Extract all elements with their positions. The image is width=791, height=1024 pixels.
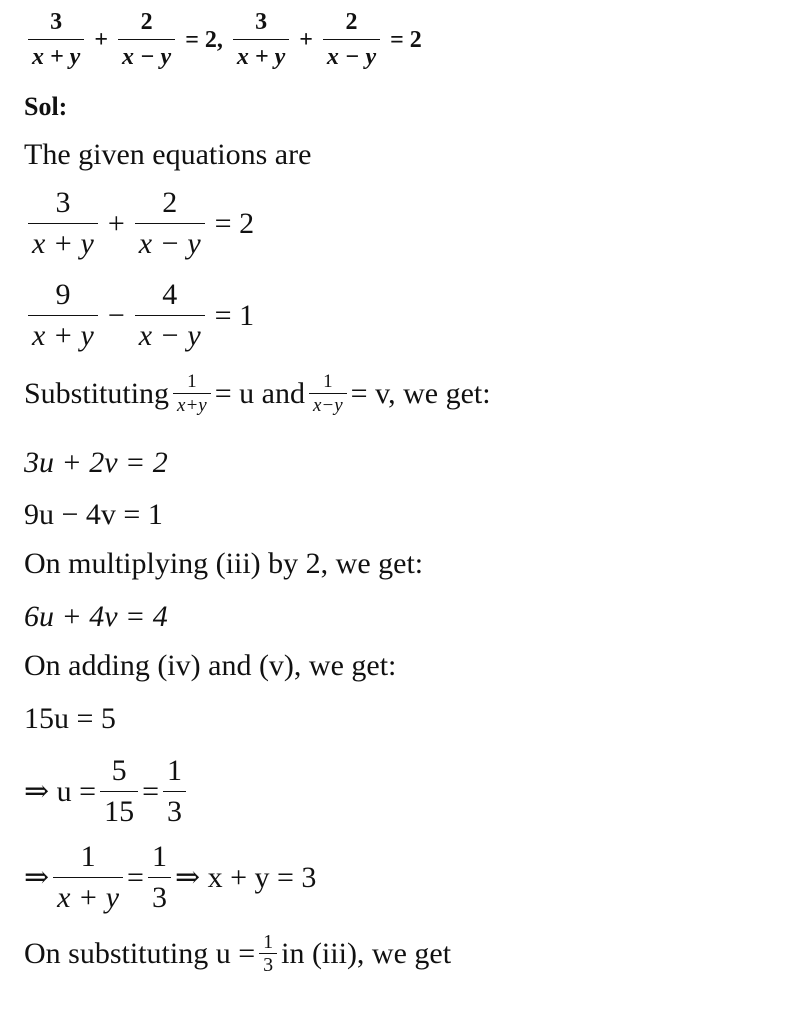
- fraction: $\frac{3}{x + y}$: [28, 10, 84, 69]
- equation-5: 6u + 4v = 4: [24, 600, 168, 633]
- substitution-line: Substituting $\frac{1}{x+y}$ = u and $\frac{1}{x-y}$ = v, we get:: [24, 371, 491, 416]
- equation-1: $\frac{3}{x + y}$ + $\frac{2}{x - y}$ = 2: [24, 188, 260, 259]
- fraction: $\frac{1}{x+y}$: [173, 372, 211, 415]
- fraction: $\frac{1}{3}$: [148, 842, 171, 913]
- solution-label: Sol:: [24, 92, 68, 121]
- equation-6: 15u = 5: [24, 702, 116, 735]
- intro-text: The given equations are: [24, 138, 312, 171]
- equation-4: 9u − 4v = 1: [24, 498, 163, 531]
- fraction: $\frac{2}{x - y}$: [118, 10, 175, 69]
- final-step: On substituting u = $\frac{1}{3}$ in (iii), we get: [24, 931, 452, 976]
- fraction: $\frac{3}{x + y}$: [233, 10, 289, 69]
- fraction: $\frac{1}{3}$: [259, 932, 277, 975]
- equation-8: ⇒ $\frac{1}{x + y}$ = $\frac{1}{3}$ ⇒ x + y = 3: [24, 840, 317, 914]
- fraction: $\frac{1}{3}$: [163, 756, 186, 827]
- step-multiply: On multiplying (iii) by 2, we get:: [24, 547, 424, 580]
- fraction: $\frac{1}{x-y}$: [309, 372, 347, 415]
- fraction: $\frac{5}{15}$: [100, 756, 138, 827]
- fraction: $\frac{1}{x + y}$: [53, 842, 123, 913]
- problem-statement: $\frac{3}{x + y}$ + $\frac{2}{x - y}$ = 2, $\frac{3}{x + y}$ + $\frac{2}{x - y}$ = 2: [24, 10, 428, 69]
- equation-3: 3u + 2v = 2: [24, 446, 168, 479]
- equation-7: ⇒ u = $\frac{5}{15}$ = $\frac{1}{3}$: [24, 756, 190, 827]
- equation-2: $\frac{9}{x + y}$ − $\frac{4}{x - y}$ = 1: [24, 280, 260, 351]
- step-add: On adding (iv) and (v), we get:: [24, 649, 397, 682]
- fraction: $\frac{4}{x - y}$: [135, 280, 205, 351]
- fraction: $\frac{2}{x - y}$: [323, 10, 380, 69]
- fraction: $\frac{9}{x + y}$: [28, 280, 98, 351]
- fraction: $\frac{3}{x + y}$: [28, 188, 98, 259]
- fraction: $\frac{2}{x - y}$: [135, 188, 205, 259]
